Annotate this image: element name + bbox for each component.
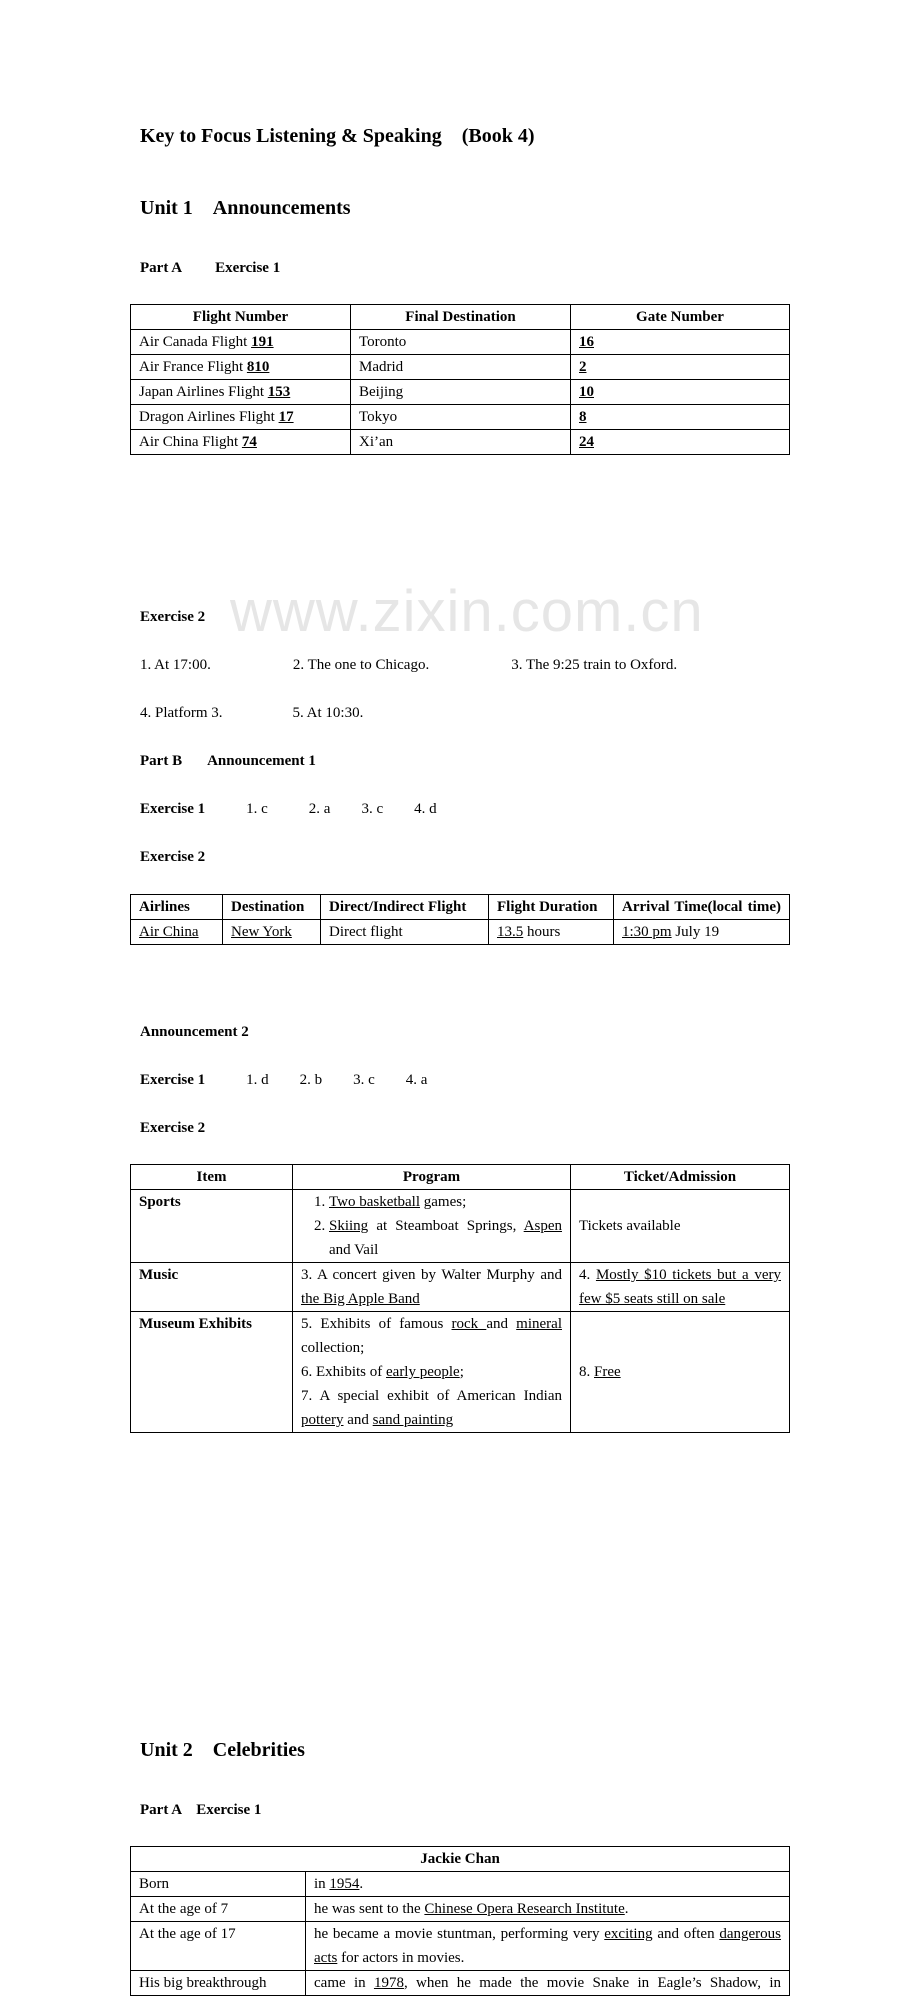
- value-text: in: [314, 1876, 330, 1892]
- answer: 4. a: [405, 1072, 428, 1088]
- value-text: , when he made the movie Snake in Eagle’s Shadow, in: [403, 1975, 781, 1991]
- flight-table: [130, 304, 790, 455]
- program-answer: early people: [386, 1364, 460, 1380]
- program-text: 3. A concert given by Walter Murphy and: [301, 1267, 562, 1283]
- flight-number: 17: [278, 409, 294, 425]
- flight-prefix: Air Canada Flight: [139, 334, 252, 350]
- program-answer: rock: [451, 1316, 487, 1332]
- flight-prefix: Air France Flight: [139, 359, 247, 375]
- flight-cell: [131, 405, 351, 430]
- program-text: at Steamboat Springs,: [368, 1218, 524, 1234]
- col-direct: Direct/Indirect Flight: [321, 895, 489, 920]
- value-cell: [306, 1971, 790, 1996]
- answer: 4. d: [414, 801, 437, 817]
- a2-exercise1: [140, 1068, 920, 1092]
- answer: 1. c: [246, 801, 268, 817]
- program-text: ;: [459, 1364, 464, 1380]
- item-cell: Music: [131, 1263, 293, 1312]
- partB-exercise2-label: Exercise 2: [140, 849, 206, 865]
- program-line: [301, 1384, 562, 1432]
- program-answer: the Big Apple Band: [301, 1291, 420, 1307]
- program-line: [301, 1312, 562, 1360]
- col-program: Program: [293, 1165, 571, 1190]
- gate-cell: [571, 405, 790, 430]
- table-row: [131, 1190, 790, 1263]
- ticket-answer: Mostly $10 tickets but a very few $5 seats still on sale: [579, 1267, 781, 1307]
- item-cell: Museum Exhibits: [131, 1312, 293, 1433]
- answer: 2. a: [308, 801, 331, 817]
- partB-exercise1: [140, 797, 920, 821]
- duration-unit: hours: [523, 924, 561, 940]
- program-text: collection;: [301, 1340, 365, 1356]
- list-item: [329, 1190, 562, 1214]
- label-cell: His big breakthrough: [131, 1971, 306, 1996]
- table-row: [131, 405, 790, 430]
- program-answer: pottery: [301, 1412, 344, 1428]
- unit1-heading: Unit 1 Announcements: [140, 197, 351, 219]
- table-row: [131, 1872, 790, 1897]
- value-text: .: [624, 1901, 629, 1917]
- destination-value: New York: [231, 924, 292, 940]
- ticket-number: 4.: [579, 1267, 596, 1283]
- value-text: .: [359, 1876, 364, 1892]
- col-gate-number: Gate Number: [571, 305, 790, 330]
- table-row: [131, 1312, 790, 1433]
- destination-cell: Tokyo: [351, 405, 571, 430]
- gate-number: 24: [579, 434, 594, 450]
- value-cell: [306, 1922, 790, 1971]
- value-text: for actors in movies.: [337, 1950, 465, 1966]
- value-answer: dangerous acts: [314, 1926, 781, 1966]
- program-text: and Vail: [329, 1242, 379, 1258]
- col-flight-number: Flight Number: [131, 305, 351, 330]
- value-text: and often: [652, 1926, 720, 1942]
- flight-prefix: Air China Flight: [139, 434, 242, 450]
- answer: 3. c: [361, 801, 384, 817]
- program-answer: Aspen: [523, 1218, 562, 1234]
- arrival-time: 1:30 pm: [622, 924, 672, 940]
- document-title: Key to Focus Listening & Speaking (Book 4): [140, 125, 535, 147]
- program-text: 5. Exhibits of famous: [301, 1316, 452, 1332]
- program-text: 6. Exhibits of: [301, 1364, 386, 1380]
- table-header-jackie-chan: Jackie Chan: [131, 1847, 790, 1872]
- col-ticket: Ticket/Admission: [571, 1165, 790, 1190]
- program-text: and: [486, 1316, 517, 1332]
- exercise-label: Exercise 1: [140, 1072, 206, 1088]
- gate-cell: [571, 330, 790, 355]
- unit1-partA-label: [140, 256, 920, 280]
- unit1-exercise2-label: Exercise 2: [140, 609, 206, 625]
- value-cell: [306, 1872, 790, 1897]
- airline-value: Air China: [139, 924, 199, 940]
- col-arrival: Arrival Time(local time): [614, 895, 790, 920]
- unit2-heading: Unit 2 Celebrities: [140, 1739, 305, 1761]
- flight-cell: [131, 355, 351, 380]
- flight-cell: [131, 380, 351, 405]
- flight-number: 191: [251, 334, 274, 350]
- program-text: and: [343, 1412, 373, 1428]
- program-cell: [293, 1312, 571, 1433]
- destination-cell: Madrid: [351, 355, 571, 380]
- part-b-text: Part B: [140, 753, 183, 769]
- exercise1-text: Exercise 1: [215, 260, 281, 276]
- announcement2-heading: Announcement 2: [140, 1024, 249, 1040]
- answer: 3. c: [353, 1072, 375, 1088]
- gate-number: 16: [579, 334, 594, 350]
- col-destination: Destination: [223, 895, 321, 920]
- program-table: [130, 1164, 790, 1433]
- table-row: [131, 355, 790, 380]
- program-answer: Two basketball: [329, 1194, 421, 1210]
- flight-info-table: [130, 894, 790, 945]
- destination-cell: [223, 920, 321, 945]
- answer: 2. b: [299, 1072, 323, 1088]
- ticket-answer: Free: [594, 1364, 621, 1380]
- part-a-text: Part A: [140, 260, 183, 276]
- program-cell: [293, 1263, 571, 1312]
- col-final-destination: Final Destination: [351, 305, 571, 330]
- label-cell: At the age of 17: [131, 1922, 306, 1971]
- exercise-label: Exercise 1: [140, 801, 206, 817]
- unit2-partA-label: Part A Exercise 1: [140, 1802, 262, 1818]
- col-item: Item: [131, 1165, 293, 1190]
- program-text: 7. A special exhibit of American Indian: [301, 1388, 562, 1404]
- gate-number: 2: [579, 359, 587, 375]
- arrival-date: July 19: [671, 924, 720, 940]
- label-cell: At the age of 7: [131, 1897, 306, 1922]
- program-text: games;: [420, 1194, 467, 1210]
- program-answer: Skiing: [329, 1218, 369, 1234]
- answer: 2. The one to Chicago.: [292, 657, 430, 673]
- a2-exercise2-label: Exercise 2: [140, 1120, 206, 1136]
- flight-number: 810: [246, 359, 270, 375]
- gate-cell: [571, 380, 790, 405]
- gate-number: 8: [579, 409, 587, 425]
- table-row: [131, 330, 790, 355]
- list-item: [329, 1214, 562, 1262]
- col-duration: Flight Duration: [489, 895, 614, 920]
- value-answer: 1978: [373, 1975, 404, 1991]
- gate-cell: [571, 355, 790, 380]
- table-row: [131, 1897, 790, 1922]
- program-cell: [293, 1190, 571, 1263]
- label-cell: Born: [131, 1872, 306, 1897]
- answer: 4. Platform 3.: [140, 705, 223, 721]
- exercise2-answers-line2: [140, 701, 920, 725]
- table-row: [131, 920, 790, 945]
- answer: 1. At 17:00.: [140, 657, 211, 673]
- ticket-number: 8.: [579, 1364, 594, 1380]
- ticket-cell: Tickets available: [571, 1190, 790, 1263]
- program-answer: sand painting: [372, 1412, 454, 1428]
- table-row: [131, 1263, 790, 1312]
- value-text: he was sent to the: [314, 1901, 425, 1917]
- announcement1-text: Announcement 1: [207, 753, 316, 769]
- airline-cell: [131, 920, 223, 945]
- destination-cell: Beijing: [351, 380, 571, 405]
- col-airlines: Airlines: [131, 895, 223, 920]
- duration-value: 13.5: [497, 924, 524, 940]
- value-text: came in: [314, 1975, 374, 1991]
- exercise2-answers-line1: [140, 653, 920, 677]
- partB-heading: [140, 749, 920, 773]
- destination-cell: Xi’an: [351, 430, 571, 455]
- ticket-cell: [571, 1263, 790, 1312]
- value-answer: 1954: [329, 1876, 360, 1892]
- table-row: [131, 430, 790, 455]
- arrival-cell: [614, 920, 790, 945]
- value-cell: [306, 1897, 790, 1922]
- program-answer: mineral: [516, 1316, 562, 1332]
- direct-cell: Direct flight: [321, 920, 489, 945]
- value-answer: Chinese Opera Research Institute: [424, 1901, 625, 1917]
- flight-prefix: Japan Airlines Flight: [139, 384, 268, 400]
- destination-cell: Toronto: [351, 330, 571, 355]
- gate-number: 10: [579, 384, 594, 400]
- watermark: www.zixin.com.cn: [230, 579, 704, 644]
- answer: 5. At 10:30.: [292, 705, 364, 721]
- table-row: [131, 1922, 790, 1971]
- flight-number: 74: [241, 434, 257, 450]
- flight-cell: [131, 330, 351, 355]
- item-cell: Sports: [131, 1190, 293, 1263]
- answer: 1. d: [246, 1072, 269, 1088]
- program-line: [301, 1360, 562, 1384]
- table-row: [131, 1971, 790, 1996]
- value-answer: exciting: [604, 1926, 653, 1942]
- gate-cell: [571, 430, 790, 455]
- answer: 3. The 9:25 train to Oxford.: [511, 657, 678, 673]
- flight-cell: [131, 430, 351, 455]
- table-row: [131, 380, 790, 405]
- ticket-cell: [571, 1312, 790, 1433]
- duration-cell: [489, 920, 614, 945]
- value-text: he became a movie stuntman, performing very: [314, 1926, 605, 1942]
- flight-number: 153: [267, 384, 291, 400]
- jackie-chan-table: [130, 1846, 790, 1996]
- flight-prefix: Dragon Airlines Flight: [139, 409, 279, 425]
